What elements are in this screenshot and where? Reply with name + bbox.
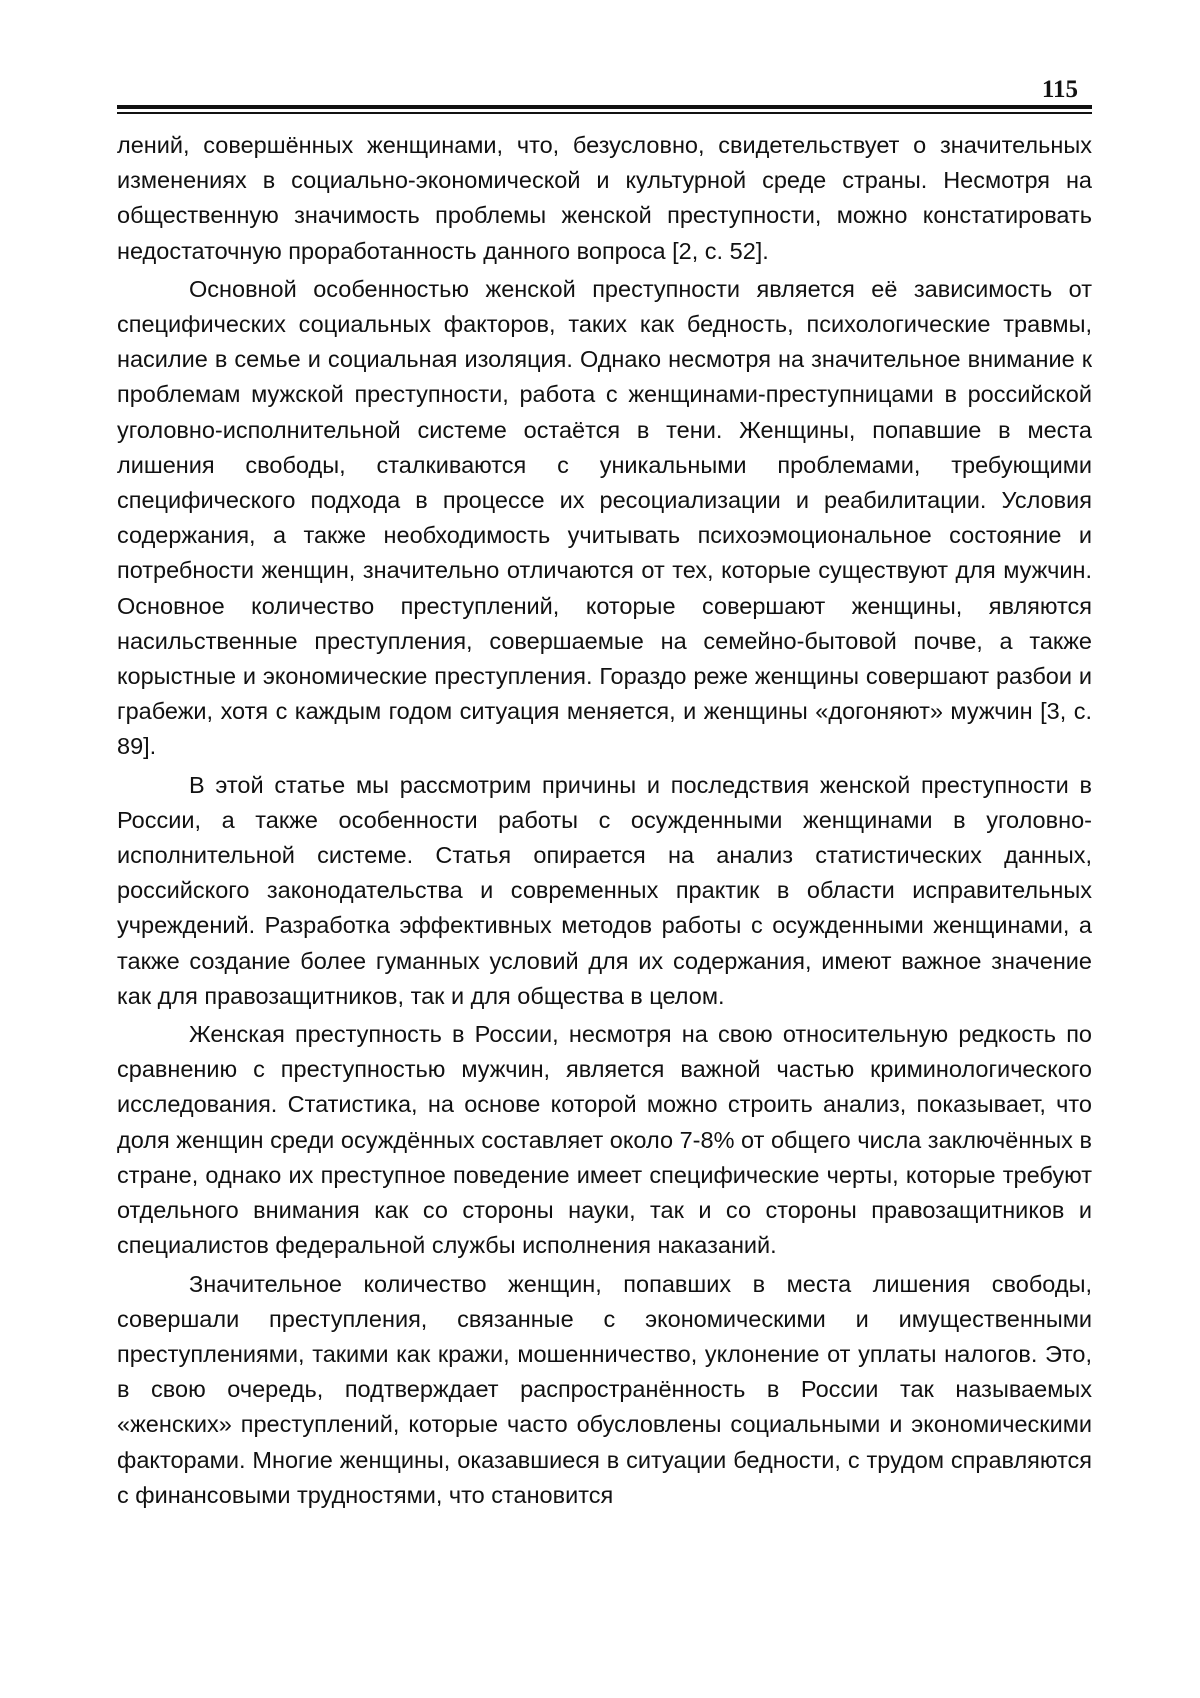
body-text: [117, 128, 1092, 1516]
paragraph: Основной особенностью женской преступности является её зависимость от специфических социальных факторов, таких как бедность, психологические травмы, насилие в семье и социальная изоляция. Однако несмотря на значительное внимание к проблемам мужской преступности, работа с женщинами-преступницами в российской уголовно-исполнительной системе остаётся в тени. Женщины, попавшие в места лишения свободы, сталкиваются с уникальными проблемами, требующими специфического подхода в процессе их ресоциализации и реабилитации. Условия содержания, а также необходимость учитывать психоэмоциональное состояние и потребности женщин, значительно отличаются от тех, которые существуют для мужчин. Основное количество преступлений, которые совершают женщины, являются насильственные преступления, совершаемые на семейно-бытовой почве, а также корыстные и экономические преступления. Гораздо реже женщины совершают разбои и грабежи, хотя с каждым годом ситуация меняется, и женщины «догоняют» мужчин [3, с. 89].: [117, 275, 1092, 760]
page-header: [117, 70, 1092, 114]
paragraph: Значительное количество женщин, попавших в места лишения свободы, совершали преступления, связанные с экономическими и имущественными преступлениями, такими как кражи, мошенничество, уклонение от уплаты налогов. Это, в свою очередь, подтверждает распространённость в России так называемых «женских» преступлений, которые часто обусловлены социальными и экономическими факторами. Многие женщины, оказавшиеся в ситуации бедности, с трудом справляются с финансовыми трудностями, что становится: [117, 1270, 1092, 1508]
header-rule-thick: [117, 105, 1092, 109]
header-rule-thin: [117, 112, 1092, 114]
page-number: 115: [1041, 76, 1078, 103]
paragraph: лений, совершённых женщинами, что, безусловно, свидетельствует о значительных изменениях в социально-экономической и культурной среде страны. Несмотря на общественную значимость проблемы женской преступности, можно констатировать недостаточную проработанность данного вопроса [2, с. 52].: [117, 132, 1092, 264]
paragraph: В этой статье мы рассмотрим причины и последствия женской преступности в России, а также особенности работы с осужденными женщинами в уголовно-исполнительной системе. Статья опирается на анализ статистических данных, российского законодательства и современных практик в области исправительных учреждений. Разработка эффективных методов работы с осужденными женщинами, а также создание более гуманных условий для их содержания, имеют важное значение как для правозащитников, так и для общества в целом.: [117, 771, 1092, 1009]
paragraph: Женская преступность в России, несмотря на свою относительную редкость по сравнению с преступностью мужчин, является важной частью криминологического исследования. Статистика, на основе которой можно строить анализ, показывает, что доля женщин среди осуждённых составляет около 7-8% от общего числа заключённых в стране, однако их преступное поведение имеет специфические черты, которые требуют отдельного внимания как со стороны науки, так и со стороны правозащитников и специалистов федеральной службы исполнения наказаний.: [117, 1021, 1092, 1259]
